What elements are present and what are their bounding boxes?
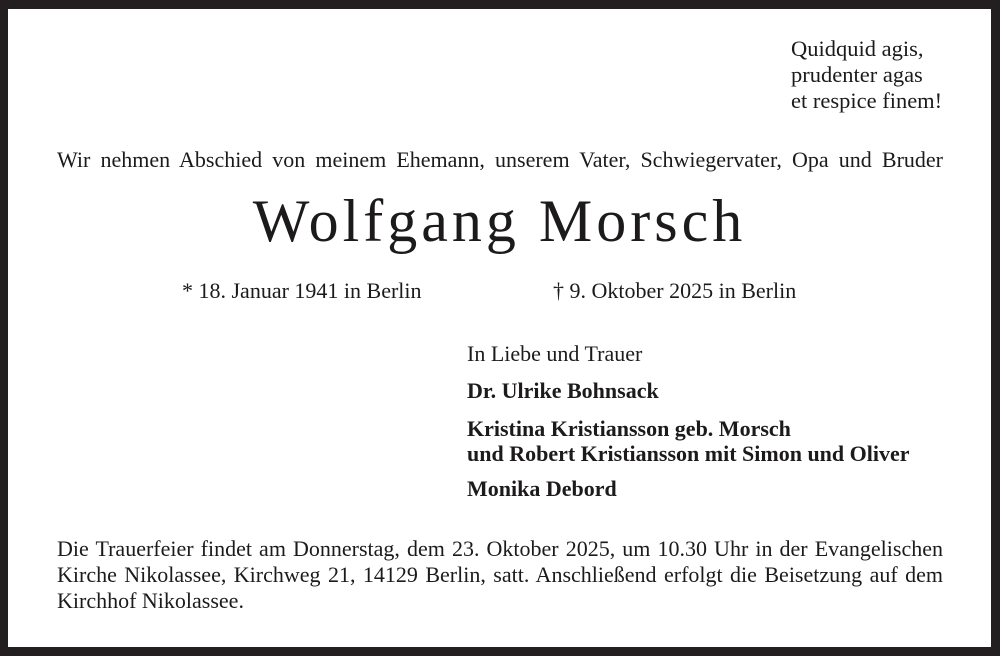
mourner-name: Dr. Ulrike Bohnsack — [467, 378, 659, 403]
motto-line: prudenter agas — [791, 62, 923, 87]
latin-motto — [791, 36, 942, 114]
mourner-name — [467, 416, 910, 466]
death-date-text: 9. Oktober 2025 in Berlin — [569, 278, 797, 303]
intro-line: Wir nehmen Abschied von meinem Ehemann, unserem Vater, Schwiegervater, Opa und Bruder — [57, 147, 943, 172]
birth-date-text: 18. Januar 1941 in Berlin — [198, 278, 422, 303]
born-symbol: * — [182, 278, 193, 303]
motto-line: et respice finem! — [791, 88, 943, 113]
birth-date — [182, 278, 422, 304]
died-symbol: † — [553, 278, 564, 303]
funeral-details — [57, 536, 943, 614]
motto-line: Quidquid agis, — [791, 36, 924, 61]
funeral-line: Kirche Nikolassee, Kirchweg 21, 14129 Berlin, satt. Anschließend erfolgt die Beisetzung auf dem — [57, 562, 943, 587]
death-date — [553, 278, 796, 304]
funeral-line: Kirchhof Nikolassee. — [57, 588, 244, 613]
mourner-name-line: Kristina Kristiansson geb. Morsch — [467, 416, 791, 441]
mourner-name: Monika Debord — [467, 476, 617, 501]
mourner-name-line: und Robert Kristiansson mit Simon und Oliver — [467, 441, 910, 466]
closing-phrase: In Liebe und Trauer — [467, 341, 643, 366]
funeral-line: Die Trauerfeier findet am Donnerstag, dem 23. Oktober 2025, um 10.30 Uhr in der Evangelischen — [57, 536, 943, 561]
deceased-name: Wolfgang Morsch — [252, 188, 747, 254]
